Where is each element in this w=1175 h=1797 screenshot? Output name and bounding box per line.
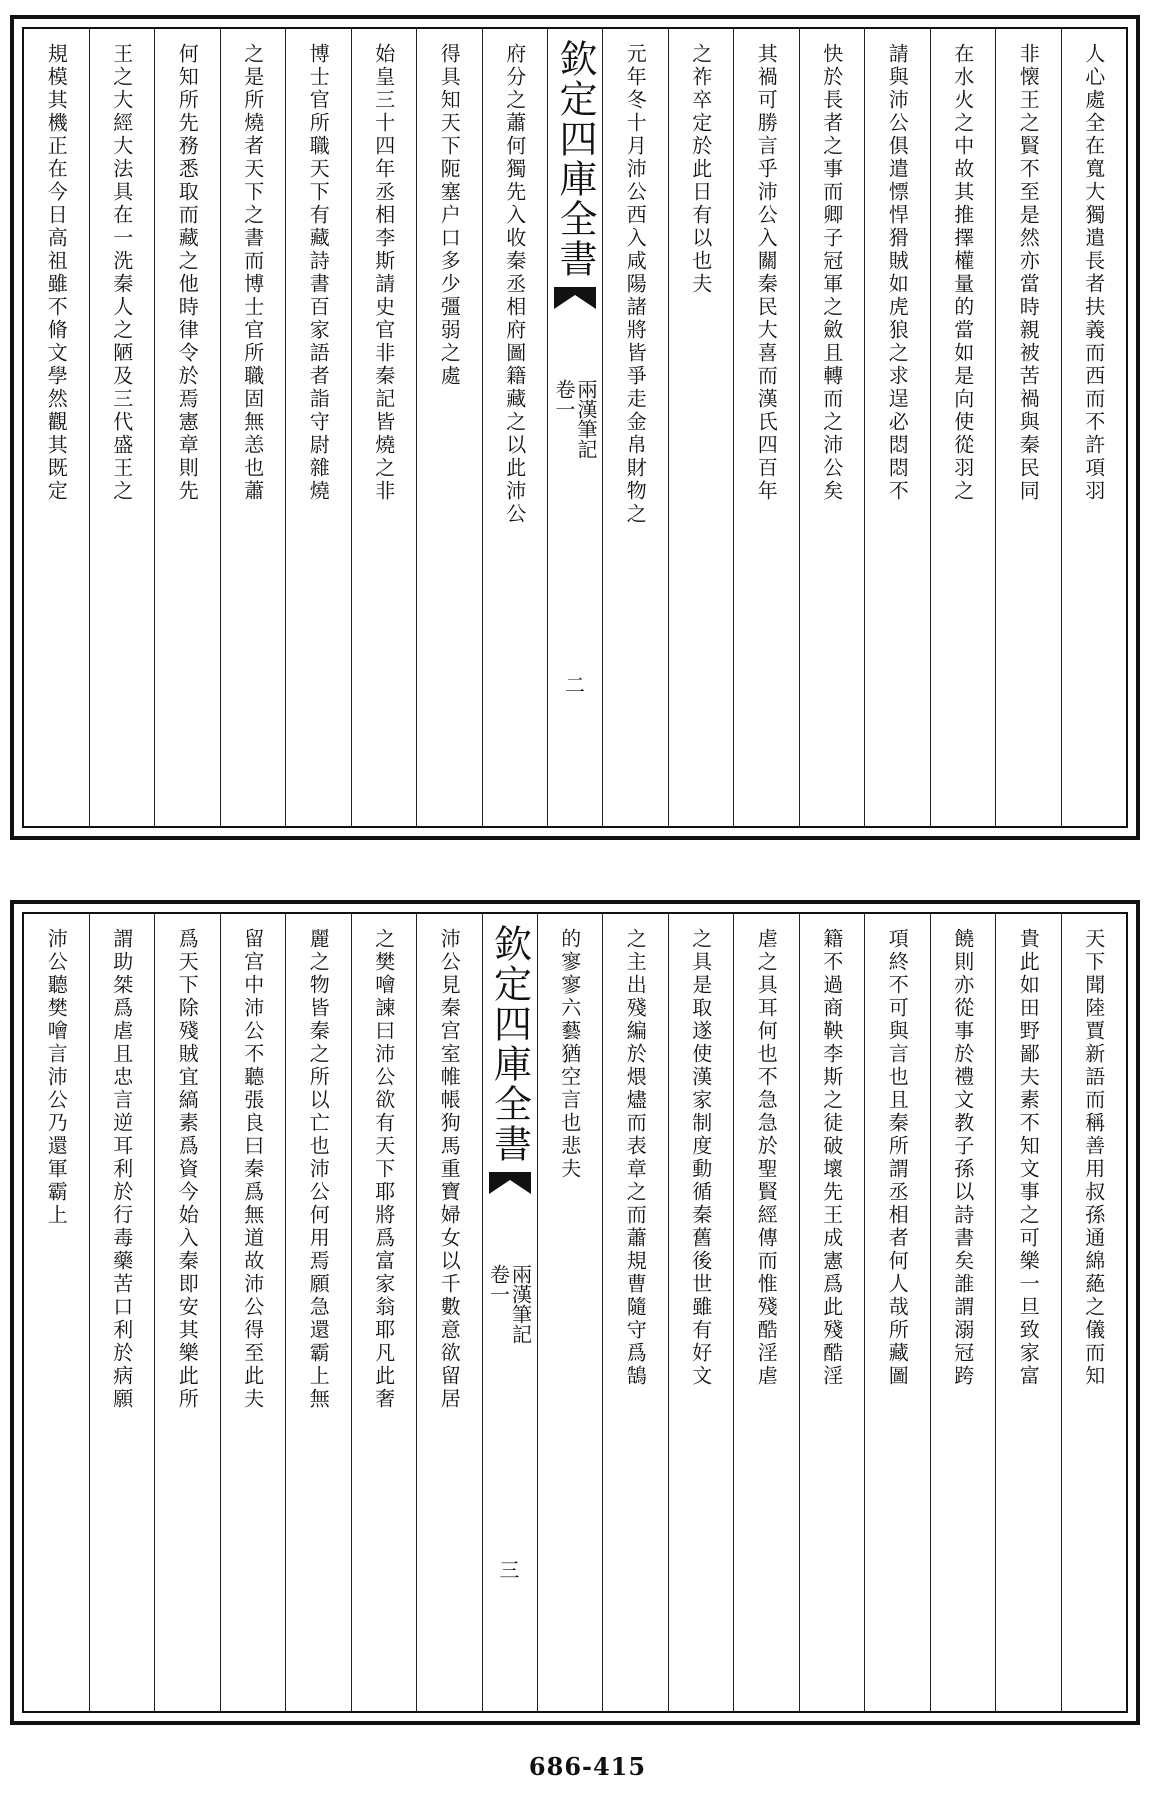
text-column: 人心處全在寬大獨遣長者扶義而西而不許項羽	[1081, 43, 1106, 503]
bottom-col-r7	[668, 914, 734, 1711]
text-column: 項終不可與言也且秦所謂丞相者何人哉所藏圖	[885, 928, 910, 1388]
bottom-col-l3	[285, 914, 351, 1711]
page-number: 三	[499, 1558, 520, 1582]
text-column: 元年冬十月沛公西入咸陽諸將皆爭走金帛財物之	[623, 43, 648, 526]
text-column: 始皇三十四年丞相李斯請史官非秦記皆燒之非	[371, 43, 396, 503]
text-column: 得具知天下阨塞户口多少彊弱之處	[437, 43, 462, 388]
volume-label: 卷一	[552, 379, 576, 419]
bottom-col-r4	[864, 914, 930, 1711]
bottom-center-column	[482, 914, 537, 1711]
center-title: 欽定四庫全書	[553, 39, 597, 279]
text-column: 非懐王之賢不至是然亦當時親被苦禍與秦民同	[1016, 43, 1041, 503]
bottom-page	[10, 900, 1140, 1725]
text-column: 規模其機正在今日高祖雖不脩文學然觀其既定	[44, 43, 69, 503]
bottom-col-r5	[799, 914, 865, 1711]
text-column: 府分之蕭何獨先入收秦丞相府圖籍藏之以此沛公	[502, 43, 527, 526]
text-column: 其禍可勝言乎沛公入關秦民大喜而漢氏四百年	[754, 43, 779, 503]
bottom-col-l6	[89, 914, 155, 1711]
text-column: 之具是取遂使漢家制度動循秦舊後世雖有好文	[688, 928, 713, 1388]
top-col-r8	[602, 29, 668, 826]
bottom-col-l5	[154, 914, 220, 1711]
bottom-col-r2	[995, 914, 1061, 1711]
top-col-l6	[154, 29, 220, 826]
bottom-col-r3	[930, 914, 996, 1711]
text-column: 在水火之中故其推擇權量的當如是向使從羽之	[950, 43, 975, 503]
page-number: 二	[565, 673, 585, 697]
top-col-r1	[1061, 29, 1127, 826]
text-column: 謂助桀爲虐且忠言逆耳利於行毒藥苦口利於病願	[109, 928, 134, 1411]
text-column: 饒則亦從事於禮文教子孫以詩書矣誰謂溺冠跨	[950, 928, 975, 1388]
bottom-col-l7	[24, 914, 89, 1711]
center-subtitle	[548, 379, 602, 459]
bottom-col-r1	[1061, 914, 1127, 1711]
text-column: 虐之具耳何也不急急於聖賢經傳而惟殘酷淫虐	[754, 928, 779, 1388]
text-column: 博士官所職天下有藏詩書百家語者詣守尉雜燒	[306, 43, 331, 503]
bottom-page-text-frame	[22, 912, 1128, 1713]
bottom-col-l4	[220, 914, 286, 1711]
top-col-r4	[864, 29, 930, 826]
book-title: 兩漢筆記	[508, 1264, 533, 1344]
top-center-column	[547, 29, 602, 826]
footer-code: 686-415	[528, 1752, 647, 1781]
top-col-l2	[416, 29, 482, 826]
volume-label: 卷一	[486, 1264, 511, 1304]
text-column: 之祚卒定於此日有以也夫	[688, 43, 713, 296]
text-column: 何知所先務悉取而藏之他時律令於焉憲章則先	[175, 43, 200, 503]
fish-tail-mark-icon	[552, 285, 598, 311]
text-column: 爲天下除殘賊宜縞素爲資今始入秦即安其樂此所	[175, 928, 200, 1411]
text-column: 沛公見秦宫室帷帳狗馬重寶婦女以千數意欲留居	[437, 928, 462, 1411]
text-column: 王之大經大法具在一洗秦人之陋及三代盛王之	[109, 43, 134, 503]
text-column: 的寥寥六藝猶空言也悲夫	[557, 928, 582, 1181]
text-column: 之是所燒者天下之書而博士官所職固無恙也蕭	[240, 43, 265, 503]
top-col-l3	[351, 29, 417, 826]
top-col-l8	[24, 29, 89, 826]
top-col-r5	[799, 29, 865, 826]
fish-tail-mark-icon	[487, 1170, 533, 1196]
top-col-l4	[285, 29, 351, 826]
bottom-col-r6	[733, 914, 799, 1711]
bottom-col-l2	[351, 914, 417, 1711]
text-column: 籍不過商鞅李斯之徒破壞先王成憲爲此殘酷淫	[819, 928, 844, 1388]
bottom-col-r8	[602, 914, 668, 1711]
top-page-text-frame	[22, 27, 1128, 828]
top-col-l5	[220, 29, 286, 826]
top-col-r2	[995, 29, 1061, 826]
text-column: 請與沛公俱遣慓悍猾賊如虎狼之求逞必悶悶不	[885, 43, 910, 503]
text-column: 貴此如田野鄙夫素不知文事之可樂一旦致家富	[1016, 928, 1041, 1388]
top-col-r6	[733, 29, 799, 826]
top-page	[10, 15, 1140, 840]
top-col-r3	[930, 29, 996, 826]
text-column: 快於長者之事而卿子冠軍之斂且轉而之沛公矣	[819, 43, 844, 503]
text-column: 麗之物皆秦之所以亡也沛公何用焉願急還霸上無	[306, 928, 331, 1411]
text-column: 留宫中沛公不聽張良曰秦爲無道故沛公得至此夫	[240, 928, 265, 1411]
text-column: 天下聞陸賈新語而稱善用叔孫通綿蕝之儀而知	[1081, 928, 1106, 1388]
book-title: 兩漢筆記	[574, 379, 598, 459]
top-col-l1	[482, 29, 548, 826]
text-column: 之主出殘編於煨燼而表章之而蕭規曹隨守爲鵠	[623, 928, 648, 1388]
text-column: 沛公聽樊噲言沛公乃還軍霸上	[44, 928, 69, 1227]
text-column: 之樊噲諫曰沛公欲有天下耶將爲富家翁耶凡此奢	[371, 928, 396, 1411]
bottom-col-r9	[537, 914, 603, 1711]
center-title: 欽定四庫全書	[487, 924, 532, 1164]
top-col-r7	[668, 29, 734, 826]
bottom-col-l1	[416, 914, 482, 1711]
top-col-l7	[89, 29, 155, 826]
center-subtitle	[483, 1264, 537, 1344]
